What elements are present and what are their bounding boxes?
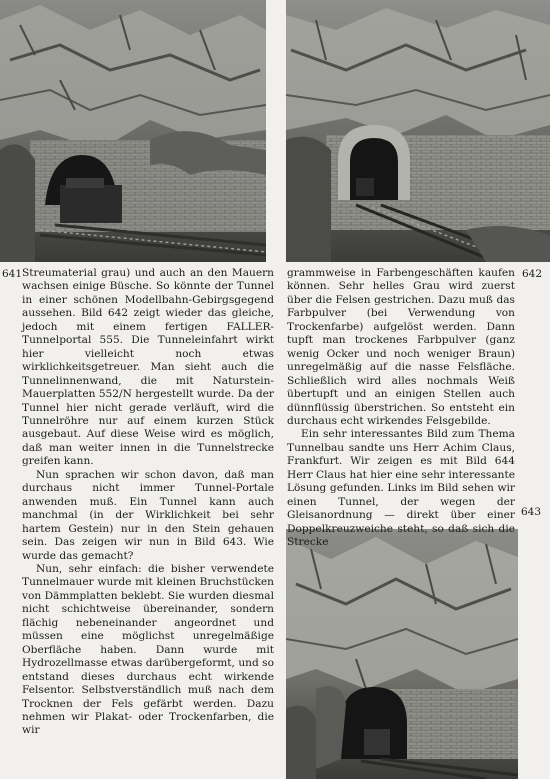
photo-642 bbox=[286, 0, 550, 262]
paragraph: Nun, sehr einfach: die bisher verwendete Tunnelmauer wurde mit kleinen Bruchstücken von Dämmplatten beklebt. Sie wurden diesmal nicht schichtweise übereinander, sondern flächig nebeneinander angeordnet und müssen eine möglichst unregelmäßige Oberfläche haben. Dann wurde mit Hydrozellmasse etwas darübergeformt, und so entstand dieses durchaus echt wirkende Felsentor. Selbstverständlich muß nach dem Trocknen der Fels gefärbt werden. Dazu nehmen wir Plakat- oder Trockenfarben, die wir bbox=[22, 562, 274, 737]
right-text-column bbox=[287, 267, 515, 549]
figure-number-643: 643 bbox=[521, 506, 542, 518]
paragraph: Nun sprachen wir schon davon, daß man durchaus nicht immer Tunnel-Portale anwenden muß. Ein Tunnel kann auch manchmal (in der Wirklichkeit bei sehr hartem Gestein) nur in den Stein gehauen sein. Das zeigen wir nun in Bild 643. Wie wurde das gemacht? bbox=[22, 468, 274, 562]
paragraph: Streumaterial grau) und auch an den Mauern wachsen einige Büsche. So könnte der Tunnel in einer schönen Modellbahn-Gebirgsgegend aussehen. Bild 642 zeigt wieder das gleiche, jedoch mit einem fertigen FALLER-Tunnelportal 555. Die Tunneleinfahrt wirkt hier vielleicht noch etwas wirklichkeitsgetreuer. Man sieht auch die Tunnelinnenwand, die mit Naturstein-Mauerplatten 552/N hergestellt wurde. Da der Tunnel hier nicht gerade verläuft, wird die Tunnelröhre nur auf einem kurzen Stück ausgebaut. Auf diese Weise wird es möglich, daß man weiter innen in die Tunnelstrecke greifen kann. bbox=[22, 267, 274, 468]
paragraph: Ein sehr interessantes Bild zum Thema Tunnelbau sandte uns Herr Achim Claus, Frankfurt. Wir zeigen es mit Bild 644 Herr Claus hat hier eine sehr interessante Lösung gefunden. Links im Bild sehen wir einen Tunnel, der wegen der Gleisanordnung — direkt über einer Doppelkreuzweiche steht, so daß sich die Strecke bbox=[287, 428, 515, 549]
paragraph: grammweise in Farbengeschäften kaufen können. Sehr helles Grau wird zuerst über die Felsen gestrichen. Dazu muß das Farbpulver (bei Verwendung von Trockenfarbe) aufgelöst werden. Dann tupft man trockenes Farbpulver (ganz wenig Ocker und noch weniger Braun) unregelmäßig auf die nasse Felsfläche. Schließlich wird alles nochmals Weiß übertupft und an einigen Stellen auch dünnflüssig überstrichen. So entsteht ein durchaus echt wirkendes Felsgebilde. bbox=[287, 267, 515, 427]
photo-643 bbox=[286, 529, 518, 779]
figure-number-642: 642 bbox=[522, 268, 543, 280]
photo-641 bbox=[0, 0, 266, 262]
left-text-column bbox=[22, 267, 274, 779]
figure-number-641: 641 bbox=[2, 268, 23, 280]
